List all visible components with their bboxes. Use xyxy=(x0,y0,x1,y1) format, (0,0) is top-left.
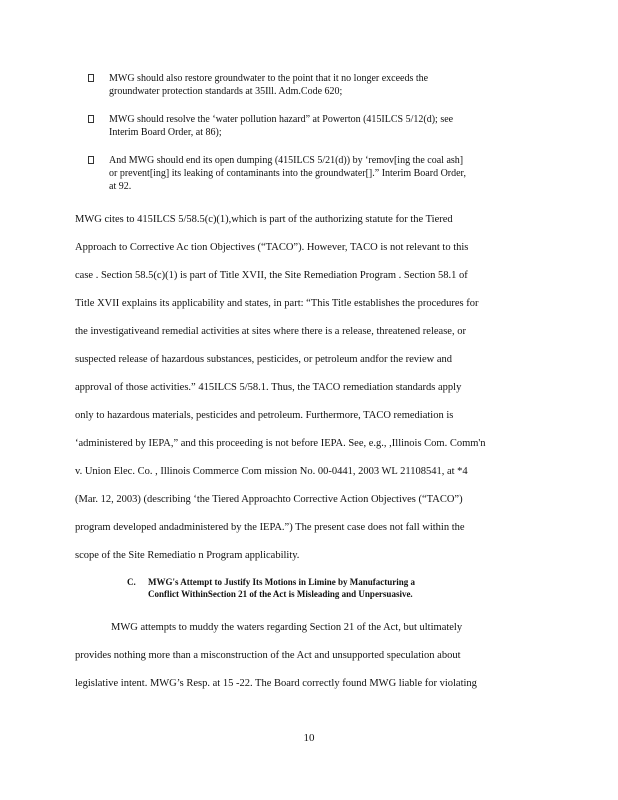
paragraph-line: (Mar. 12, 2003) (describing ‘the Tiered Approachto Corrective Action Objectives (“TACO”) xyxy=(75,494,463,505)
paragraph-line: v. Union Elec. Co. , Illinois Commerce Com mission No. 00-0441, 2003 WL 21108541, at *4 xyxy=(75,466,468,477)
bullet-list xyxy=(88,72,548,208)
paragraph-line: provides nothing more than a misconstruction of the Act and unsupported speculation about xyxy=(75,650,461,661)
paragraph-line: scope of the Site Remediatio n Program applicability. xyxy=(75,550,300,561)
bullet-item xyxy=(88,154,548,193)
body-paragraph xyxy=(75,206,536,570)
section-heading-line: Conflict WithinSection 21 of the Act is Misleading and Unpersuasive. xyxy=(148,589,413,599)
body-paragraph xyxy=(75,614,536,698)
paragraph-line: MWG attempts to muddy the waters regarding Section 21 of the Act, but ultimately xyxy=(111,622,463,633)
paragraph-line: only to hazardous materials, pesticides and petroleum. Furthermore, TACO remediation is xyxy=(75,410,454,421)
page-number: 10 xyxy=(303,732,315,744)
bullet-text: MWG should also restore groundwater to the point that it no longer exceeds the groundwater protection standards at 35Ill. Adm.Code 620; xyxy=(109,73,429,97)
bullet-text: MWG should resolve the ‘water pollution hazard” at Powerton (415ILCS 5/12(d); see Interim Board Order, at 86); xyxy=(109,114,454,138)
paragraph-line: legislative intent. MWG’s Resp. at 15 -22. The Board correctly found MWG liable for violating xyxy=(75,678,477,689)
paragraph-line: Title XVII explains its applicability and states, in part: “This Title establishes the procedures for xyxy=(75,298,479,309)
paragraph-line: case . Section 58.5(c)(1) is part of Title XVII, the Site Remediation Program . Section 58.1 of xyxy=(75,270,468,281)
paragraph-line: Approach to Corrective Ac tion Objectives (“TACO”). However, TACO is not relevant to this xyxy=(75,242,469,253)
bullet-item xyxy=(88,113,548,139)
paragraph-line: suspected release of hazardous substances, pesticides, or petroleum andfor the review and xyxy=(75,354,452,365)
paragraph-line: ‘administered by IEPA,” and this proceeding is not before IEPA. See, e.g., ,Illinois Com. Comm'n xyxy=(75,438,486,449)
section-heading xyxy=(127,576,527,600)
paragraph-line: MWG cites to 415ILCS 5/58.5(c)(1),which is part of the authorizing statute for the Tiered xyxy=(75,214,453,225)
paragraph-line: approval of those activities.” 415ILCS 5/58.1. Thus, the TACO remediation standards apply xyxy=(75,382,462,393)
section-letter: C. xyxy=(127,577,136,587)
bullet-text: And MWG should end its open dumping (415ILCS 5/21(d)) by ‘remov[ing the coal ash] or prevent[ing] its leaking of contaminants into the groundwater[].” Interim Board Order, at 92. xyxy=(109,155,466,192)
section-heading-line: MWG's Attempt to Justify Its Motions in Limine by Manufacturing a xyxy=(148,577,416,587)
bullet-box-icon xyxy=(88,115,94,123)
bullet-box-icon xyxy=(88,156,94,164)
bullet-box-icon xyxy=(88,74,94,82)
paragraph-line: program developed andadministered by the IEPA.”) The present case does not fall within the xyxy=(75,522,465,533)
paragraph-line: the investigativeand remedial activities at sites where there is a release, threatened release, or xyxy=(75,326,466,337)
bullet-item xyxy=(88,72,548,98)
